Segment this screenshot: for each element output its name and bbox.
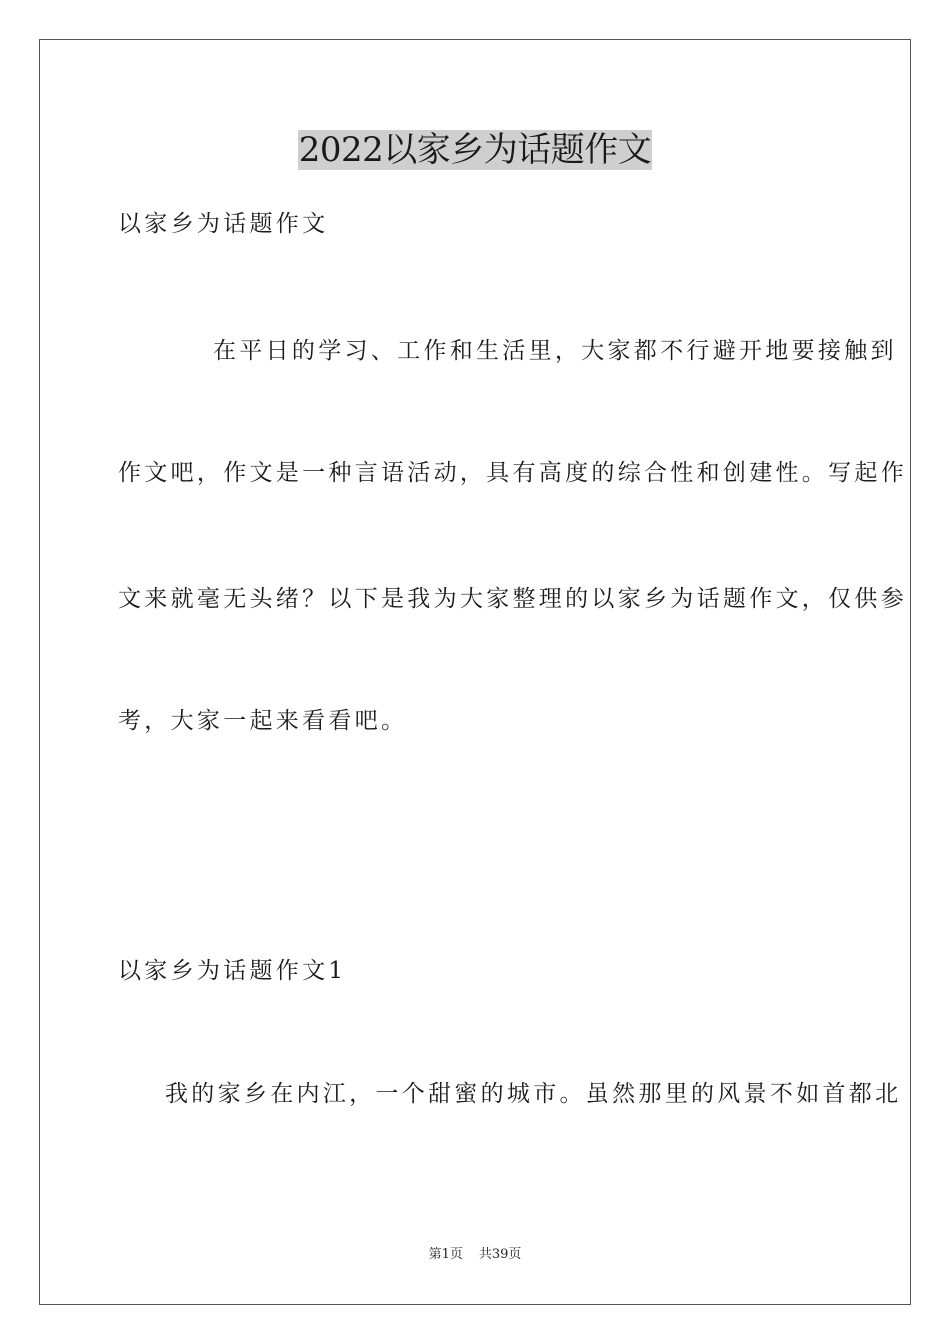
page-number: 第1页	[428, 1247, 463, 1262]
intro-paragraph-line-1: 在平日的学习、工作和生活里，大家都不行避开地要接触到	[213, 338, 897, 364]
document-title	[0, 128, 950, 172]
intro-paragraph-line-4: 考，大家一起来看看吧。	[118, 708, 408, 734]
document-subtitle: 以家乡为话题作文	[118, 211, 329, 237]
section-paragraph-line-1: 我的家乡在内江，一个甜蜜的城市。虽然那里的风景不如首都北	[165, 1081, 902, 1107]
intro-paragraph-line-2: 作文吧，作文是一种言语活动，具有高度的综合性和创建性。写起作	[118, 460, 907, 486]
intro-paragraph-line-3: 文来就毫无头绪？以下是我为大家整理的以家乡为话题作文，仅供参	[118, 586, 907, 612]
section-heading: 以家乡为话题作文1	[118, 958, 347, 984]
page-footer	[0, 1246, 950, 1264]
page-total: 共39页	[478, 1247, 522, 1262]
document-title-text: 2022以家乡为话题作文	[298, 130, 652, 170]
